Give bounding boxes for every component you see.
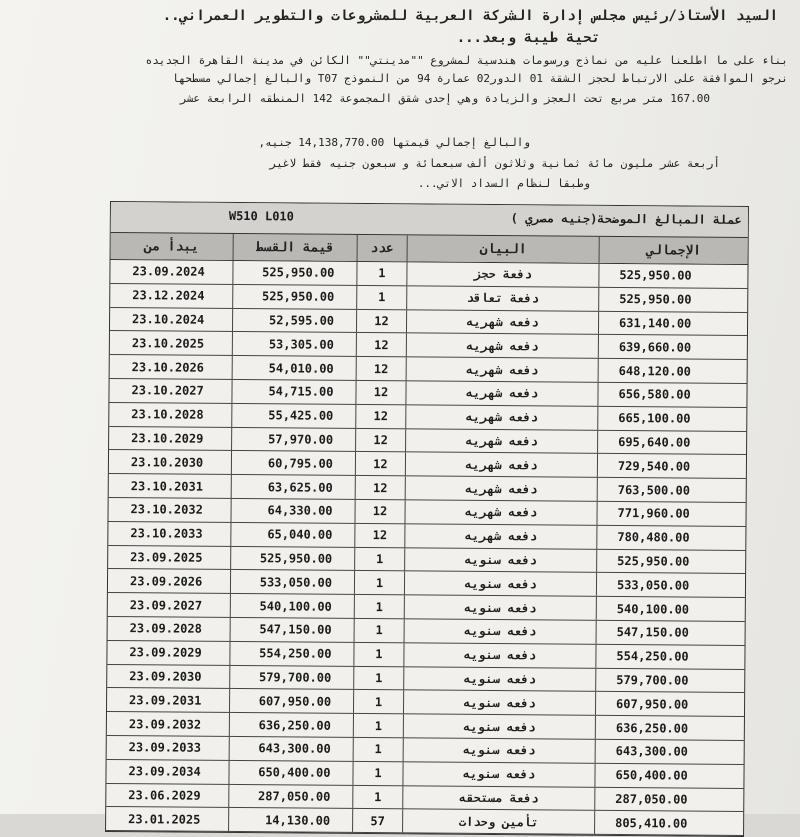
header-total: الإجمالي (599, 237, 748, 264)
currency-label: عملة المبالغ الموضحة(جنيه مصري ) (510, 211, 742, 227)
cell-count: 1 (353, 738, 403, 761)
cell-start-date: 23.10.2025 (131, 335, 205, 351)
cell-count: 12 (355, 452, 405, 475)
table-row (106, 807, 743, 836)
cell-installment: 52,595.00 (232, 309, 356, 333)
cell-count: 12 (355, 405, 405, 428)
paragraph-line-1: بناء على ما اطلعنا عليه من نماذج ورسومات هندسية لمشروع ""مدينتي"" الكائن في مدينة القاهرة الجديده (145, 54, 788, 67)
cell-count: 1 (353, 666, 403, 689)
table-title-bar (111, 202, 748, 238)
cell-start-date: 23.10.2031 (130, 478, 204, 494)
cell-count: 12 (355, 476, 405, 499)
cell-description: دفعه شهريه (405, 381, 597, 405)
cell-start-date: 23.01.2025 (128, 811, 201, 827)
table-body (106, 260, 747, 836)
cell-total: 729,540.00 (597, 454, 746, 478)
cell-count: 1 (354, 619, 404, 642)
cell-start-date: 23.09.2033 (128, 740, 202, 756)
cell-total: 525,950.00 (598, 288, 747, 312)
cell-count: 1 (354, 547, 404, 570)
cell-count: 12 (355, 381, 405, 404)
cell-start-date: 23.12.2024 (132, 288, 205, 303)
cell-description: دفعه سنويه (403, 643, 595, 667)
cell-count: 1 (353, 690, 403, 713)
cell-installment: 533,050.00 (230, 570, 354, 594)
cell-description: دفعه سنويه (404, 572, 596, 596)
cell-count: 12 (356, 357, 406, 380)
cell-total: 665,100.00 (597, 407, 746, 431)
cell-description: دفعه شهريه (406, 334, 598, 358)
cell-start-date: 23.09.2027 (129, 597, 203, 613)
cell-count: 12 (356, 310, 406, 333)
cell-installment: 54,715.00 (231, 380, 355, 404)
cell-start-date: 23.09.2028 (129, 621, 202, 637)
cell-total: 631,140.00 (598, 311, 747, 335)
cell-description: دفعه سنويه (402, 762, 594, 786)
cell-count: 1 (352, 762, 402, 785)
cell-installment: 525,950.00 (232, 285, 356, 309)
cell-description: دفعه سنويه (404, 548, 596, 572)
cell-total: 780,480.00 (596, 526, 745, 550)
cell-installment: 607,950.00 (229, 689, 353, 713)
cell-installment: 54,010.00 (232, 356, 356, 380)
cell-installment: 554,250.00 (229, 642, 353, 666)
cell-start-date: 23.09.2025 (130, 550, 203, 565)
cell-installment: 636,250.00 (229, 713, 353, 737)
cell-start-date: 23.10.2029 (131, 431, 204, 446)
cell-total: 695,640.00 (597, 430, 746, 454)
cell-start-date: 23.10.2024 (132, 312, 205, 327)
cell-start-date: 23.09.2024 (132, 264, 205, 280)
cell-total: 607,950.00 (595, 692, 744, 716)
cell-start-date: 23.10.2027 (131, 383, 204, 399)
cell-total: 636,250.00 (595, 716, 744, 740)
cell-total: 648,120.00 (598, 359, 747, 383)
cell-installment: 55,425.00 (231, 404, 355, 428)
cell-total: 525,950.00 (598, 264, 747, 288)
cell-total: 656,580.00 (597, 383, 746, 407)
total-amount-words: أربعة عشر مليون مائة ثمانية وثلاثون ألف سبعمائة و سبعون جنيه فقط لاغير (269, 157, 720, 170)
cell-installment: 540,100.00 (230, 594, 354, 618)
cell-description: دفعه شهريه (405, 429, 597, 453)
payment-intro: وطبقا لنظام السداد الاتي... (417, 177, 590, 190)
cell-description: دفعه سنويه (403, 667, 595, 691)
cell-total: 639,660.00 (598, 335, 747, 359)
cell-total: 771,960.00 (596, 502, 745, 526)
cell-total: 533,050.00 (596, 573, 745, 597)
cell-count: 1 (354, 595, 404, 618)
cell-installment: 650,400.00 (228, 761, 352, 785)
cell-installment: 60,795.00 (231, 451, 355, 475)
cell-start-date: 23.10.2030 (130, 454, 204, 470)
cell-count: 1 (356, 286, 406, 309)
cell-total: 554,250.00 (595, 645, 744, 669)
cell-count: 1 (353, 643, 403, 666)
cell-total: 579,700.00 (595, 668, 744, 692)
cell-description: دفعه شهريه (405, 476, 597, 500)
cell-start-date: 23.10.2028 (131, 407, 204, 422)
cell-start-date: 23.09.2030 (129, 669, 202, 684)
cell-count: 12 (354, 524, 404, 547)
cell-description: دفعه شهريه (404, 500, 596, 524)
paragraph-line-2: نرجو الموافقة على الارتباط لحجز الشقة 01 الدور02 عمارة 94 من النموذج T07 والبالغ إجمالي مسطحها (172, 72, 788, 85)
cell-description: دفعه شهريه (406, 358, 598, 382)
cell-start-date: 23.09.2026 (129, 573, 203, 589)
unit-codes: W510 L010 (228, 208, 294, 224)
cell-total: 763,500.00 (597, 478, 746, 502)
cell-installment: 525,950.00 (230, 547, 354, 571)
cell-installment: 287,050.00 (228, 784, 352, 808)
cell-start-date: 23.09.2029 (129, 645, 202, 660)
salutation: السيد الأستاذ/رئيس مجلس إدارة الشركة العربية للمشروعات والتطوير العمراني.. (162, 8, 778, 24)
cell-count: 1 (356, 262, 406, 285)
cell-count: 12 (356, 333, 406, 356)
cell-installment: 579,700.00 (229, 665, 353, 689)
cell-installment: 14,130.00 (228, 808, 352, 832)
cell-start-date: 23.09.2032 (128, 716, 202, 732)
header-start-date: يبدأ من (111, 233, 233, 260)
cell-count: 57 (352, 809, 402, 832)
header-count: عدد (357, 235, 407, 261)
cell-installment: 547,150.00 (230, 618, 354, 642)
cell-description: دفعه سنويه (403, 714, 595, 738)
cell-start-date: 23.06.2029 (128, 788, 201, 803)
cell-installment: 643,300.00 (229, 737, 353, 761)
cell-description: دفعه شهريه (404, 524, 596, 548)
cell-total: 650,400.00 (594, 764, 743, 788)
cell-total: 643,300.00 (595, 740, 744, 764)
cell-description: دفعة تعاقد (406, 286, 598, 310)
cell-total: 525,950.00 (596, 549, 745, 573)
cell-description: دفعه سنويه (404, 595, 596, 619)
cell-installment: 63,625.00 (231, 475, 355, 499)
cell-installment: 53,305.00 (232, 332, 356, 356)
cell-count: 1 (354, 571, 404, 594)
cell-description: دفعه سنويه (403, 691, 595, 715)
cell-installment: 65,040.00 (230, 523, 354, 547)
cell-count: 1 (352, 785, 402, 808)
cell-installment: 64,330.00 (230, 499, 354, 523)
paragraph-line-3: 167.00 متر مربع تحت العجز والزيادة وهي إحدى شقق المجموعة 142 المنطقه الرابعة عشر (180, 92, 710, 105)
header-description: البيان (407, 235, 599, 263)
cell-start-date: 23.10.2033 (130, 526, 203, 541)
total-amount-line: والبالغ إجمالي قيمتها 14,138,770.00 جنيه, (258, 136, 530, 149)
greeting: تحية طيبة وبعد... (456, 30, 600, 46)
cell-description: دفعة حجز (406, 262, 598, 286)
cell-description: دفعه شهريه (405, 453, 597, 477)
cell-total: 547,150.00 (596, 621, 745, 645)
cell-description: تأمين وحدات (402, 810, 594, 834)
cell-start-date: 23.09.2031 (129, 692, 202, 708)
cell-count: 1 (353, 714, 403, 737)
cell-description: دفعه سنويه (404, 619, 596, 643)
cell-installment: 57,970.00 (231, 428, 355, 452)
cell-description: دفعة مستحقه (402, 786, 594, 810)
cell-count: 12 (355, 429, 405, 452)
cell-installment: 525,950.00 (232, 261, 356, 285)
cell-total: 287,050.00 (594, 787, 743, 811)
cell-total: 805,410.00 (594, 811, 743, 835)
cell-description: دفعه شهريه (405, 405, 597, 429)
header-installment: قيمة القسط (233, 234, 357, 261)
payment-schedule-table (105, 201, 749, 837)
cell-description: دفعه شهريه (406, 310, 598, 334)
cell-total: 540,100.00 (596, 597, 745, 621)
cell-start-date: 23.10.2032 (130, 502, 203, 518)
cell-count: 12 (354, 500, 404, 523)
cell-start-date: 23.10.2026 (131, 359, 205, 375)
cell-start-date: 23.09.2034 (128, 764, 201, 779)
cell-description: دفعه سنويه (403, 738, 595, 762)
